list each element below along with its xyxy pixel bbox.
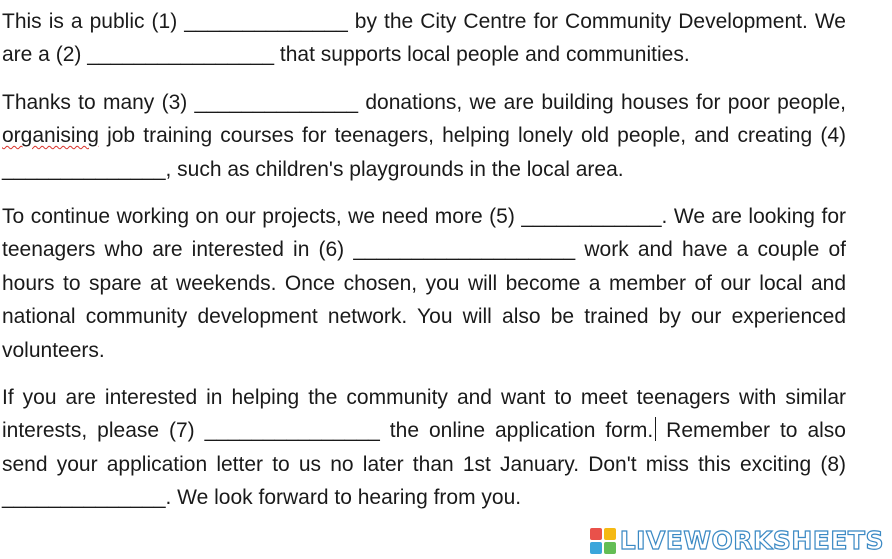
paragraph-4-text-c: Remember to also send your application letter to us no later than 1st January. Don't miss this exciting (8) xyxy=(2,419,846,476)
paragraph-3 xyxy=(2,200,846,367)
logo-square-yellow xyxy=(604,528,616,540)
logo-square-red xyxy=(590,528,602,540)
blank-1[interactable]: ______________ xyxy=(184,10,348,33)
paragraph-2-text-c: job training courses for teenagers, helping lonely old people, and creating (4) xyxy=(98,124,846,148)
blank-6[interactable]: ___________________ xyxy=(353,238,576,262)
liveworksheets-watermark xyxy=(590,526,884,555)
blank-3[interactable]: ______________ xyxy=(194,90,359,114)
paragraph-3-text-c: work and have a couple of hours to spare at weekends. Once chosen, you will become a member of our local and national community development network. You will also be trained by our experienced volunteers. xyxy=(2,238,846,362)
blank-8[interactable]: ______________ xyxy=(2,486,166,510)
blank-4[interactable]: ______________ xyxy=(2,157,166,181)
paragraph-2 xyxy=(2,86,846,186)
paragraph-3-text-a: To continue working on our projects, we need more (5) xyxy=(2,205,522,229)
paragraph-1-text-b: by the City Centre for Community Development. We are a (2) xyxy=(2,10,846,67)
paragraph-4 xyxy=(2,381,846,515)
paragraph-1 xyxy=(2,5,846,72)
paragraph-4-text-a: If you are interested in helping the community and want to meet teenagers with similar interests, please (7) xyxy=(2,386,846,443)
blank-2[interactable]: ________________ xyxy=(87,43,275,67)
blank-5[interactable]: ____________ xyxy=(521,205,662,229)
logo-square-green xyxy=(604,542,616,554)
logo-square-blue xyxy=(590,542,602,554)
liveworksheets-logo-icon xyxy=(590,528,616,554)
paragraph-3-text-b: . We are looking for teenagers who are interested in (6) xyxy=(2,205,846,262)
blank-7[interactable]: _______________ xyxy=(204,419,380,443)
paragraph-1-text-a: This is a public (1) xyxy=(2,10,185,33)
paragraph-1-text-c: that supports local people and communities. xyxy=(274,43,690,67)
watermark-text: LIVEWORKSHEETS xyxy=(619,526,884,555)
paragraph-4-text-b: the online application form. xyxy=(379,419,654,443)
spellcheck-flagged-word[interactable]: organising xyxy=(2,124,99,148)
paragraph-2-text-b: donations, we are building houses for poor people, xyxy=(358,90,847,114)
paragraph-4-text-d: . We look forward to hearing from you. xyxy=(165,486,522,510)
paragraph-2-text-a: Thanks to many (3) xyxy=(2,90,195,114)
document-body xyxy=(2,5,846,529)
paragraph-2-text-d: , such as children's playgrounds in the local area. xyxy=(165,157,624,181)
